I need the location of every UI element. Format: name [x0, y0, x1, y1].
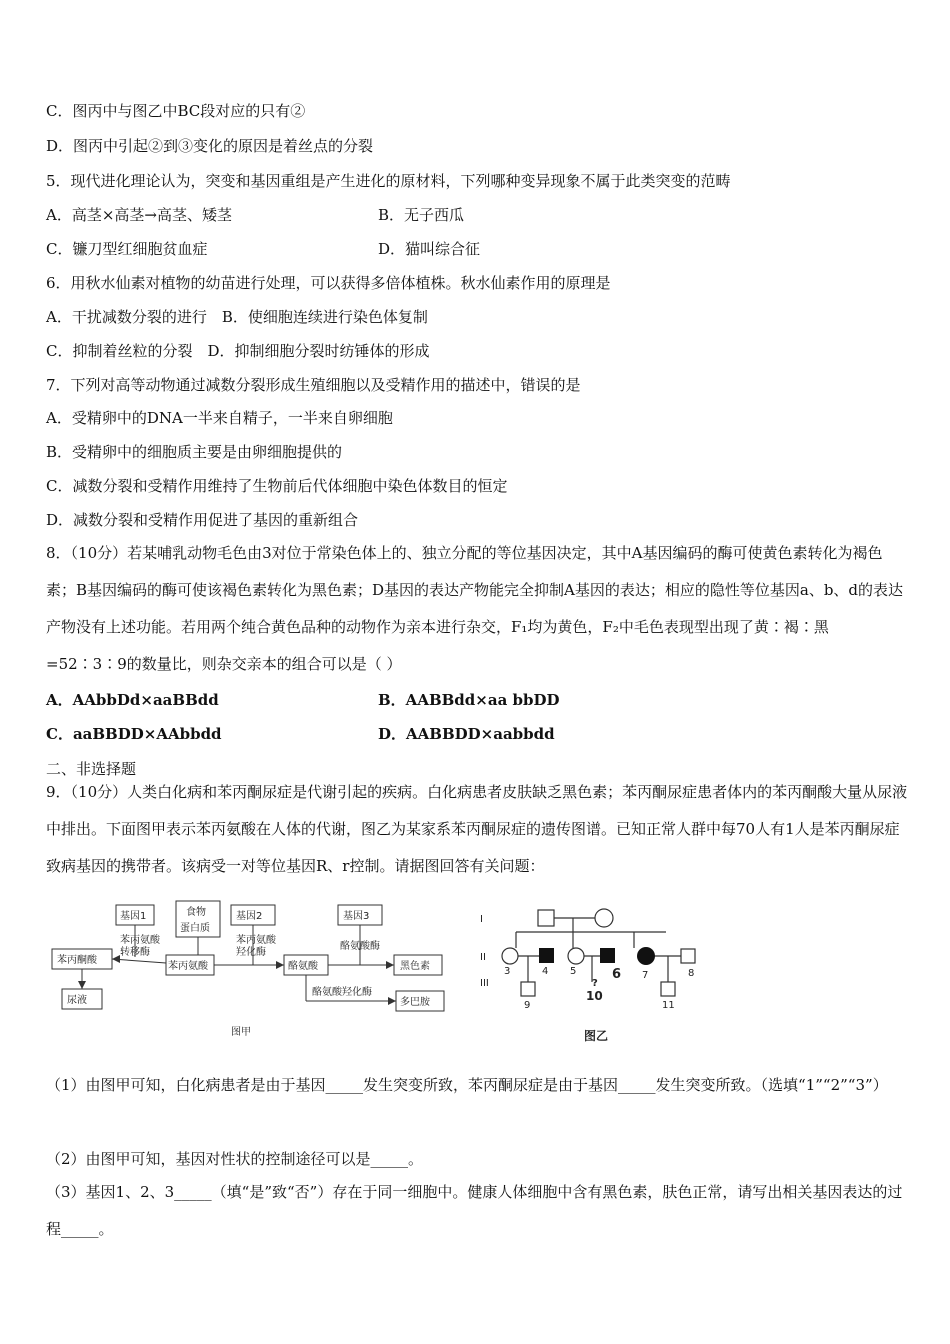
pedigree-II-8	[681, 949, 695, 963]
pedigree-II-3	[502, 948, 518, 964]
tyr-label: 酪氨酸	[288, 961, 318, 972]
q7-option-a: A．受精卵中的DNA一半来自精子，一半来自卵细胞	[46, 409, 393, 427]
gene1-label: 基因1	[120, 911, 147, 922]
transferase-label-1: 苯丙氨酸	[120, 935, 160, 946]
q6-stem: 6．用秋水仙素对植物的幼苗进行处理，可以获得多倍体植株。秋水仙素作用的原理是	[46, 274, 611, 292]
q6-options-ab: A．干扰减数分裂的进行 B．使细胞连续进行染色体复制	[46, 308, 428, 326]
q8-option-a: A．AAbbDd×aaBBdd	[46, 691, 219, 709]
gene3-label: 基因3	[343, 911, 370, 922]
q7-stem: 7．下列对高等动物通过减数分裂形成生殖细胞以及受精作用的描述中，错误的是	[46, 376, 581, 394]
q9-sub2: （2）由图甲可知，基因对性状的控制途径可以是_____。	[46, 1150, 424, 1168]
pedigree-II-4	[539, 948, 554, 963]
q6-options-cd: C．抑制着丝粒的分裂 D．抑制细胞分裂时纺锤体的形成	[46, 342, 430, 360]
tyrosinase-label: 酪氨酸酶	[340, 941, 380, 952]
n8-label: 8	[688, 968, 695, 979]
gen-III-label: III	[480, 978, 489, 989]
q5-option-c: C．镰刀型红细胞贫血症	[46, 240, 208, 258]
pedigree-I-female	[595, 909, 613, 927]
pedigree-II-7	[637, 947, 655, 965]
q7-option-c: C．减数分裂和受精作用维持了生物前后代体细胞中染色体数目的恒定	[46, 477, 508, 495]
pedigree-III-11	[661, 982, 675, 996]
gen-II-label: II	[480, 952, 486, 963]
q9-stem: 9．（10分）人类白化病和苯丙酮尿症是代谢引起的疾病。白化病患者皮肤缺乏黑色素；苯丙酮尿症患者体内的苯丙酮酸大量从尿液中排出。下面图甲表示苯丙氨酸在人体的代谢，图乙为某家系苯丙酮尿症的遗传图谱。已知正常人群中每70人有1人是苯丙酮尿症致病基因的携带者。该病受一对等位基因R、r控制。请据图回答有关问题：	[46, 783, 908, 875]
hydroxylase-label-2: 羟化酶	[236, 947, 266, 958]
q7-option-d: D．减数分裂和受精作用促进了基因的重新组合	[46, 511, 359, 529]
q7-option-b: B．受精卵中的细胞质主要是由卵细胞提供的	[46, 443, 343, 461]
q8-stem: 8．（10分）若某哺乳动物毛色由3对位于常染色体上的、独立分配的等位基因决定，其中A基因编码的酶可使黄色素转化为褐色素；B基因编码的酶可使该褐色素转化为黑色素；D基因的表达产物能完全抑制A基因的表达；相应的隐性等位基因a、b、d的表达产物没有上述功能。若用两个纯合黄色品种的动物作为亲本进行杂交，F₁均为黄色，F₂中毛色表现型出现了黄∶褐∶黑=52∶3∶9的数量比，则杂交亲本的组合可以是（ ）	[46, 544, 904, 673]
figure-jia-caption: 图甲	[231, 1027, 251, 1038]
hydroxylase-label-1: 苯丙氨酸	[236, 935, 276, 946]
phe-label: 苯丙氨酸	[168, 961, 208, 972]
n7-label: 7	[642, 970, 649, 981]
pedigree-III-9	[521, 982, 535, 996]
melanin-label: 黑色素	[400, 961, 430, 972]
gen-I-label: I	[480, 914, 483, 925]
figure-yi-caption: 图乙	[584, 1029, 609, 1043]
transferase-label-2: 转移酶	[120, 947, 150, 958]
n9-label: 9	[524, 1000, 531, 1011]
n11-label: 11	[662, 1000, 675, 1011]
pedigree-II-6	[600, 948, 615, 963]
q9-sub3: （3）基因1、2、3_____（填“是”致“否”）存在于同一细胞中。健康人体细胞中含有黑色素，肤色正常，请写出相关基因表达的过程_____。	[46, 1183, 903, 1238]
n6-label: 6	[612, 967, 622, 982]
urine-label: 尿液	[67, 995, 87, 1006]
food-protein-label: 蛋白质	[180, 923, 210, 934]
dopamine-label: 多巴胺	[400, 997, 430, 1008]
q4-option-c: C．图丙中与图乙中BC段对应的只有②	[46, 102, 306, 120]
figure-jia	[46, 895, 456, 1045]
q8-option-d: D．AABBDD×aabbdd	[378, 725, 555, 743]
n10-label: 10	[586, 989, 603, 1003]
q5-stem: 5．现代进化理论认为，突变和基因重组是产生进化的原材料，下列哪种变异现象不属于此类突变的范畴	[46, 172, 731, 190]
tyr-hydroxylase-label: 酪氨酸羟化酶	[312, 987, 372, 998]
figure-yi	[476, 900, 706, 1050]
n3-label: 3	[504, 966, 511, 977]
food-label: 食物	[186, 907, 206, 918]
q9-sub1: （1）由图甲可知，白化病患者是由于基因_____发生突变所致，苯丙酮尿症是由于基因_____发生突变所致。（选填“1”“2”“3”）	[46, 1076, 888, 1094]
question-mark: ?	[592, 978, 598, 989]
n4-label: 4	[542, 966, 549, 977]
ppa-label: 苯丙酮酸	[57, 955, 97, 966]
n5-label: 5	[570, 966, 577, 977]
gene2-label: 基因2	[236, 911, 263, 922]
pedigree-II-5	[568, 948, 584, 964]
q5-option-d: D．猫叫综合征	[378, 240, 481, 258]
q4-option-d: D．图丙中引起②到③变化的原因是着丝点的分裂	[46, 137, 374, 155]
pedigree-I-male	[538, 910, 554, 926]
section-heading: 二、非选择题	[46, 760, 137, 778]
q8-option-b: B．AABBdd×aa bbDD	[378, 691, 560, 709]
q5-option-b: B．无子西瓜	[378, 206, 465, 224]
q5-option-a: A．高茎×高茎→高茎、矮茎	[46, 206, 232, 224]
q8-option-c: C．aaBBDD×AAbbdd	[46, 725, 222, 743]
